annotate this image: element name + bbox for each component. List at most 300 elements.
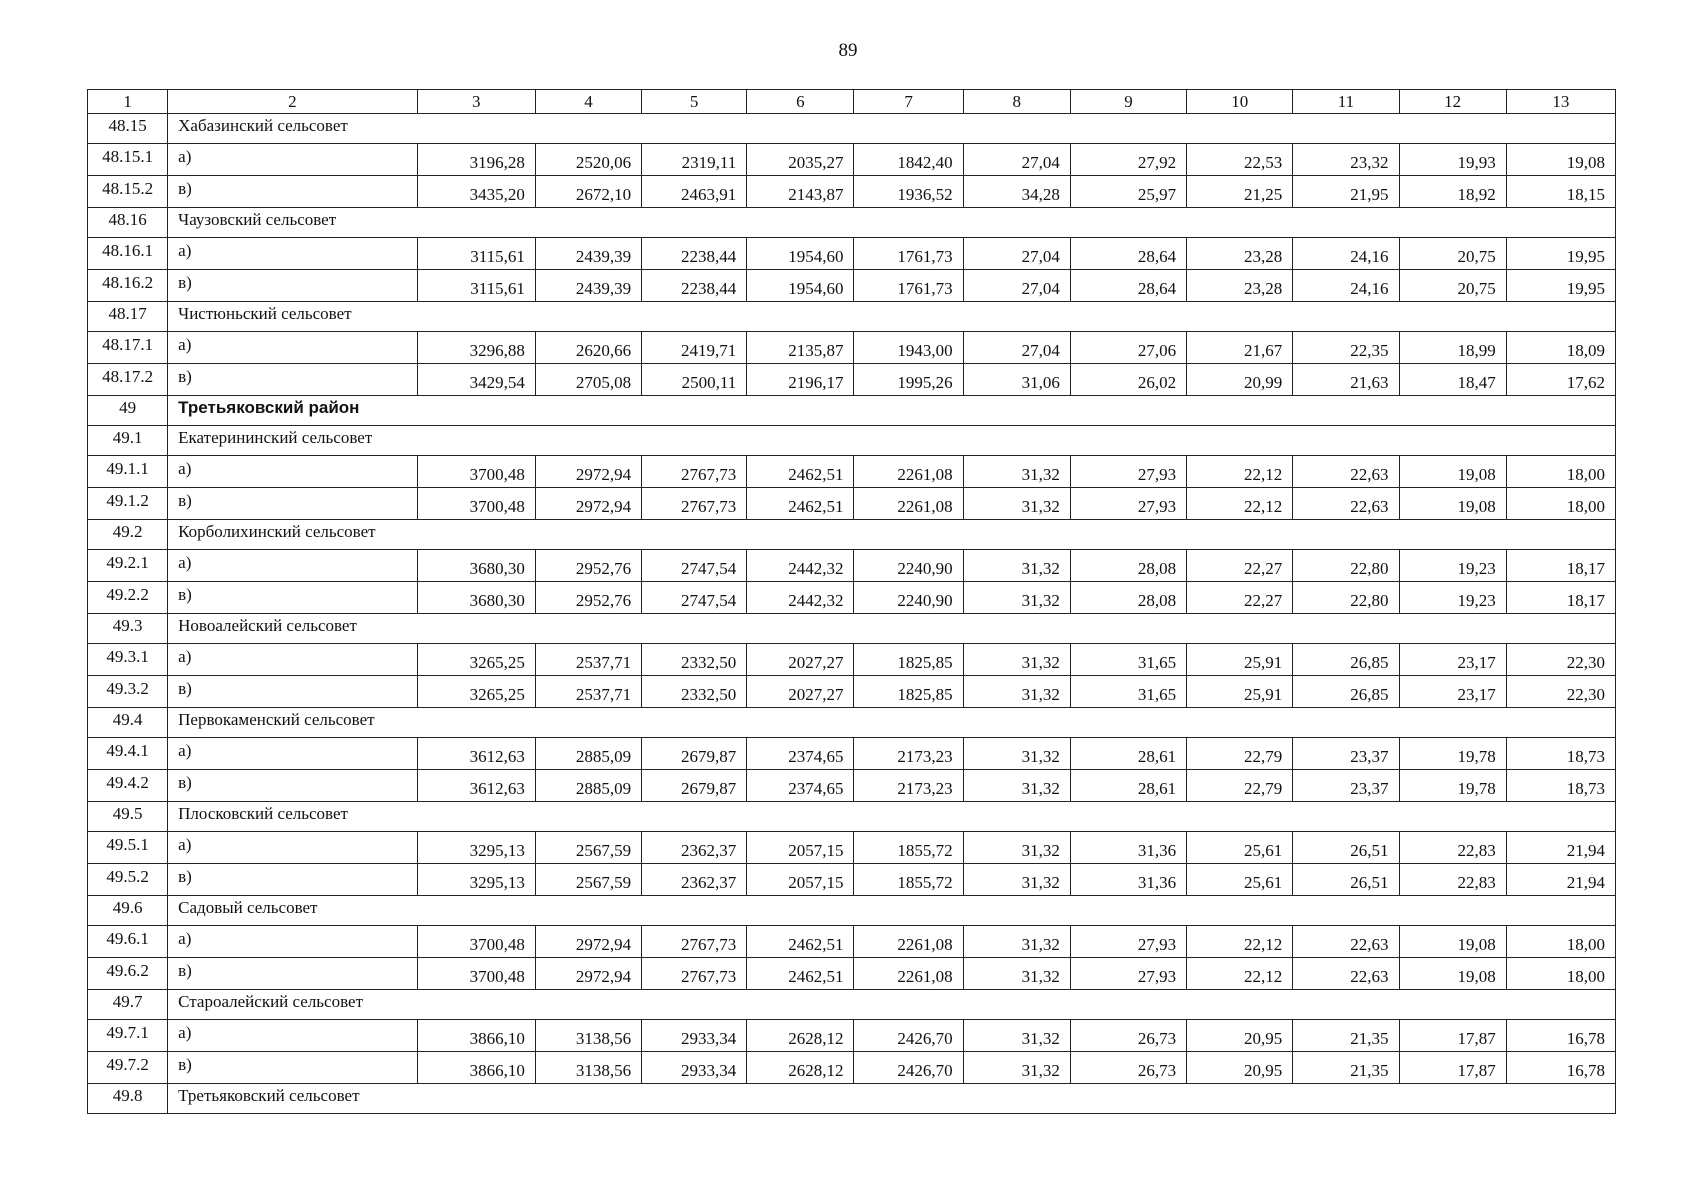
section-row xyxy=(88,114,1616,144)
settlement-name: Хабазинский сельсовет xyxy=(168,114,1616,144)
page-number: 89 xyxy=(838,40,858,61)
section-row xyxy=(88,302,1616,332)
tariff-table xyxy=(87,89,1616,1114)
value-cell: 2426,70 xyxy=(854,1052,963,1084)
value-cell: 16,78 xyxy=(1506,1020,1615,1052)
settlement-name: Чаузовский сельсовет xyxy=(168,208,1616,238)
value-cell: 27,92 xyxy=(1070,144,1186,176)
row-variant: в) xyxy=(168,958,417,990)
value-cell: 2952,76 xyxy=(535,582,641,614)
value-cell: 2238,44 xyxy=(642,238,747,270)
value-cell: 2747,54 xyxy=(642,550,747,582)
row-number: 49.6.1 xyxy=(88,926,168,958)
column-header: 1 xyxy=(88,90,168,114)
row-number: 49.2 xyxy=(88,520,168,550)
value-cell: 31,32 xyxy=(963,644,1070,676)
column-header: 5 xyxy=(642,90,747,114)
column-header: 2 xyxy=(168,90,417,114)
value-cell: 16,78 xyxy=(1506,1052,1615,1084)
table-row xyxy=(88,770,1616,802)
value-cell: 27,93 xyxy=(1070,488,1186,520)
value-cell: 3435,20 xyxy=(417,176,535,208)
value-cell: 26,51 xyxy=(1293,864,1399,896)
value-cell: 25,61 xyxy=(1187,864,1293,896)
value-cell: 2620,66 xyxy=(535,332,641,364)
value-cell: 3115,61 xyxy=(417,238,535,270)
value-cell: 27,93 xyxy=(1070,926,1186,958)
value-cell: 2679,87 xyxy=(642,770,747,802)
value-cell: 20,99 xyxy=(1187,364,1293,396)
value-cell: 18,99 xyxy=(1399,332,1506,364)
value-cell: 18,15 xyxy=(1506,176,1615,208)
value-cell: 26,73 xyxy=(1070,1052,1186,1084)
table-row xyxy=(88,144,1616,176)
value-cell: 1995,26 xyxy=(854,364,963,396)
value-cell: 1825,85 xyxy=(854,676,963,708)
row-number: 48.16.2 xyxy=(88,270,168,302)
row-variant: в) xyxy=(168,488,417,520)
value-cell: 31,32 xyxy=(963,770,1070,802)
value-cell: 27,04 xyxy=(963,270,1070,302)
value-cell: 22,12 xyxy=(1187,926,1293,958)
settlement-name: Екатерининский сельсовет xyxy=(168,426,1616,456)
value-cell: 19,93 xyxy=(1399,144,1506,176)
row-number: 48.15 xyxy=(88,114,168,144)
row-variant: а) xyxy=(168,738,417,770)
value-cell: 2767,73 xyxy=(642,456,747,488)
value-cell: 2374,65 xyxy=(747,770,854,802)
value-cell: 22,79 xyxy=(1187,770,1293,802)
table-body xyxy=(88,114,1616,1114)
table-row xyxy=(88,456,1616,488)
table-row xyxy=(88,238,1616,270)
value-cell: 22,83 xyxy=(1399,832,1506,864)
row-number: 48.17 xyxy=(88,302,168,332)
column-header: 6 xyxy=(747,90,854,114)
value-cell: 2747,54 xyxy=(642,582,747,614)
table-row xyxy=(88,582,1616,614)
value-cell: 31,32 xyxy=(963,676,1070,708)
value-cell: 20,75 xyxy=(1399,238,1506,270)
row-variant: а) xyxy=(168,456,417,488)
value-cell: 3138,56 xyxy=(535,1020,641,1052)
value-cell: 24,16 xyxy=(1293,238,1399,270)
value-cell: 1761,73 xyxy=(854,238,963,270)
value-cell: 20,95 xyxy=(1187,1020,1293,1052)
value-cell: 2705,08 xyxy=(535,364,641,396)
value-cell: 31,32 xyxy=(963,1052,1070,1084)
value-cell: 19,08 xyxy=(1399,456,1506,488)
value-cell: 2035,27 xyxy=(747,144,854,176)
row-variant: в) xyxy=(168,1052,417,1084)
value-cell: 2952,76 xyxy=(535,550,641,582)
value-cell: 34,28 xyxy=(963,176,1070,208)
row-variant: а) xyxy=(168,332,417,364)
value-cell: 21,67 xyxy=(1187,332,1293,364)
value-cell: 2628,12 xyxy=(747,1020,854,1052)
settlement-name: Садовый сельсовет xyxy=(168,896,1616,926)
value-cell: 22,80 xyxy=(1293,582,1399,614)
value-cell: 18,00 xyxy=(1506,456,1615,488)
value-cell: 27,06 xyxy=(1070,332,1186,364)
row-number: 49.5 xyxy=(88,802,168,832)
value-cell: 2767,73 xyxy=(642,488,747,520)
value-cell: 28,61 xyxy=(1070,770,1186,802)
row-variant: а) xyxy=(168,644,417,676)
value-cell: 1842,40 xyxy=(854,144,963,176)
value-cell: 19,08 xyxy=(1399,958,1506,990)
value-cell: 2419,71 xyxy=(642,332,747,364)
value-cell: 2319,11 xyxy=(642,144,747,176)
value-cell: 27,04 xyxy=(963,144,1070,176)
value-cell: 2135,87 xyxy=(747,332,854,364)
row-variant: а) xyxy=(168,1020,417,1052)
value-cell: 2679,87 xyxy=(642,738,747,770)
row-number: 49.7.2 xyxy=(88,1052,168,1084)
value-cell: 27,04 xyxy=(963,332,1070,364)
value-cell: 2442,32 xyxy=(747,550,854,582)
column-header: 12 xyxy=(1399,90,1506,114)
value-cell: 19,78 xyxy=(1399,770,1506,802)
value-cell: 2173,23 xyxy=(854,770,963,802)
value-cell: 2240,90 xyxy=(854,550,963,582)
section-row xyxy=(88,708,1616,738)
row-variant: в) xyxy=(168,770,417,802)
value-cell: 2672,10 xyxy=(535,176,641,208)
row-number: 49.2.1 xyxy=(88,550,168,582)
table-row xyxy=(88,926,1616,958)
value-cell: 21,63 xyxy=(1293,364,1399,396)
row-number: 49.1.1 xyxy=(88,456,168,488)
value-cell: 2362,37 xyxy=(642,832,747,864)
value-cell: 2462,51 xyxy=(747,488,854,520)
value-cell: 2057,15 xyxy=(747,832,854,864)
column-header: 11 xyxy=(1293,90,1399,114)
value-cell: 21,35 xyxy=(1293,1020,1399,1052)
row-variant: а) xyxy=(168,832,417,864)
row-number: 48.16 xyxy=(88,208,168,238)
value-cell: 2261,08 xyxy=(854,926,963,958)
value-cell: 26,85 xyxy=(1293,676,1399,708)
value-cell: 2439,39 xyxy=(535,238,641,270)
value-cell: 22,79 xyxy=(1187,738,1293,770)
value-cell: 19,08 xyxy=(1399,926,1506,958)
value-cell: 28,64 xyxy=(1070,238,1186,270)
section-row xyxy=(88,426,1616,456)
value-cell: 22,63 xyxy=(1293,926,1399,958)
value-cell: 18,47 xyxy=(1399,364,1506,396)
table-row xyxy=(88,332,1616,364)
value-cell: 31,32 xyxy=(963,864,1070,896)
value-cell: 2462,51 xyxy=(747,926,854,958)
value-cell: 31,32 xyxy=(963,832,1070,864)
row-number: 49.5.2 xyxy=(88,864,168,896)
value-cell: 27,93 xyxy=(1070,958,1186,990)
row-number: 49.4.1 xyxy=(88,738,168,770)
value-cell: 19,23 xyxy=(1399,550,1506,582)
value-cell: 23,28 xyxy=(1187,270,1293,302)
value-cell: 2442,32 xyxy=(747,582,854,614)
value-cell: 22,83 xyxy=(1399,864,1506,896)
value-cell: 2261,08 xyxy=(854,958,963,990)
row-number: 49.4 xyxy=(88,708,168,738)
value-cell: 17,87 xyxy=(1399,1020,1506,1052)
value-cell: 19,78 xyxy=(1399,738,1506,770)
value-cell: 22,53 xyxy=(1187,144,1293,176)
value-cell: 2972,94 xyxy=(535,926,641,958)
row-variant: а) xyxy=(168,238,417,270)
value-cell: 2238,44 xyxy=(642,270,747,302)
value-cell: 18,92 xyxy=(1399,176,1506,208)
value-cell: 2972,94 xyxy=(535,456,641,488)
value-cell: 21,95 xyxy=(1293,176,1399,208)
value-cell: 2261,08 xyxy=(854,456,963,488)
value-cell: 22,27 xyxy=(1187,582,1293,614)
value-cell: 22,27 xyxy=(1187,550,1293,582)
value-cell: 23,17 xyxy=(1399,676,1506,708)
section-row xyxy=(88,896,1616,926)
value-cell: 2500,11 xyxy=(642,364,747,396)
value-cell: 18,17 xyxy=(1506,550,1615,582)
value-cell: 2462,51 xyxy=(747,958,854,990)
value-cell: 18,73 xyxy=(1506,738,1615,770)
value-cell: 2143,87 xyxy=(747,176,854,208)
value-cell: 22,12 xyxy=(1187,456,1293,488)
value-cell: 21,94 xyxy=(1506,864,1615,896)
value-cell: 18,00 xyxy=(1506,958,1615,990)
row-variant: в) xyxy=(168,676,417,708)
value-cell: 3115,61 xyxy=(417,270,535,302)
value-cell: 2537,71 xyxy=(535,676,641,708)
value-cell: 22,63 xyxy=(1293,456,1399,488)
column-header: 7 xyxy=(854,90,963,114)
value-cell: 1855,72 xyxy=(854,832,963,864)
value-cell: 31,32 xyxy=(963,1020,1070,1052)
settlement-name: Плосковский сельсовет xyxy=(168,802,1616,832)
value-cell: 3700,48 xyxy=(417,926,535,958)
row-number: 49.3 xyxy=(88,614,168,644)
value-cell: 26,85 xyxy=(1293,644,1399,676)
district-row xyxy=(88,396,1616,426)
settlement-name: Староалейский сельсовет xyxy=(168,990,1616,1020)
value-cell: 31,06 xyxy=(963,364,1070,396)
table-row xyxy=(88,958,1616,990)
row-variant: а) xyxy=(168,550,417,582)
value-cell: 3429,54 xyxy=(417,364,535,396)
table-row xyxy=(88,364,1616,396)
value-cell: 2567,59 xyxy=(535,864,641,896)
value-cell: 18,17 xyxy=(1506,582,1615,614)
row-number: 49.3.1 xyxy=(88,644,168,676)
section-row xyxy=(88,520,1616,550)
column-header: 3 xyxy=(417,90,535,114)
settlement-name: Новоалейский сельсовет xyxy=(168,614,1616,644)
value-cell: 2972,94 xyxy=(535,488,641,520)
table-row xyxy=(88,550,1616,582)
value-cell: 2767,73 xyxy=(642,958,747,990)
row-number: 49.2.2 xyxy=(88,582,168,614)
value-cell: 19,08 xyxy=(1506,144,1615,176)
column-header: 9 xyxy=(1070,90,1186,114)
value-cell: 2057,15 xyxy=(747,864,854,896)
value-cell: 21,25 xyxy=(1187,176,1293,208)
table-row xyxy=(88,832,1616,864)
value-cell: 22,63 xyxy=(1293,488,1399,520)
row-number: 48.17.1 xyxy=(88,332,168,364)
value-cell: 22,30 xyxy=(1506,676,1615,708)
value-cell: 1761,73 xyxy=(854,270,963,302)
value-cell: 22,35 xyxy=(1293,332,1399,364)
value-cell: 3295,13 xyxy=(417,864,535,896)
value-cell: 2972,94 xyxy=(535,958,641,990)
value-cell: 2196,17 xyxy=(747,364,854,396)
value-cell: 3680,30 xyxy=(417,582,535,614)
row-number: 49.7 xyxy=(88,990,168,1020)
table-row xyxy=(88,488,1616,520)
table-row xyxy=(88,644,1616,676)
settlement-name: Первокаменский сельсовет xyxy=(168,708,1616,738)
value-cell: 31,36 xyxy=(1070,864,1186,896)
value-cell: 2885,09 xyxy=(535,738,641,770)
row-number: 49.4.2 xyxy=(88,770,168,802)
section-row xyxy=(88,990,1616,1020)
value-cell: 2261,08 xyxy=(854,488,963,520)
value-cell: 3265,25 xyxy=(417,644,535,676)
value-cell: 2462,51 xyxy=(747,456,854,488)
value-cell: 2426,70 xyxy=(854,1020,963,1052)
value-cell: 3612,63 xyxy=(417,738,535,770)
value-cell: 3612,63 xyxy=(417,770,535,802)
table-row xyxy=(88,176,1616,208)
value-cell: 3700,48 xyxy=(417,456,535,488)
value-cell: 18,00 xyxy=(1506,488,1615,520)
settlement-name: Третьяковский сельсовет xyxy=(168,1084,1616,1114)
value-cell: 26,73 xyxy=(1070,1020,1186,1052)
value-cell: 23,32 xyxy=(1293,144,1399,176)
value-cell: 19,95 xyxy=(1506,270,1615,302)
value-cell: 23,28 xyxy=(1187,238,1293,270)
value-cell: 21,94 xyxy=(1506,832,1615,864)
row-number: 49 xyxy=(88,396,168,426)
value-cell: 22,80 xyxy=(1293,550,1399,582)
row-number: 48.15.1 xyxy=(88,144,168,176)
value-cell: 25,91 xyxy=(1187,644,1293,676)
value-cell: 2332,50 xyxy=(642,676,747,708)
value-cell: 1936,52 xyxy=(854,176,963,208)
column-header: 10 xyxy=(1187,90,1293,114)
column-header: 8 xyxy=(963,90,1070,114)
value-cell: 2885,09 xyxy=(535,770,641,802)
row-number: 48.16.1 xyxy=(88,238,168,270)
value-cell: 19,08 xyxy=(1399,488,1506,520)
value-cell: 3680,30 xyxy=(417,550,535,582)
row-variant: в) xyxy=(168,270,417,302)
value-cell: 2439,39 xyxy=(535,270,641,302)
value-cell: 2463,91 xyxy=(642,176,747,208)
value-cell: 2374,65 xyxy=(747,738,854,770)
row-variant: в) xyxy=(168,864,417,896)
table-row xyxy=(88,676,1616,708)
row-number: 49.6 xyxy=(88,896,168,926)
value-cell: 1825,85 xyxy=(854,644,963,676)
value-cell: 2520,06 xyxy=(535,144,641,176)
value-cell: 19,95 xyxy=(1506,238,1615,270)
value-cell: 2027,27 xyxy=(747,644,854,676)
value-cell: 2933,34 xyxy=(642,1020,747,1052)
column-header: 13 xyxy=(1506,90,1615,114)
value-cell: 31,32 xyxy=(963,926,1070,958)
value-cell: 28,61 xyxy=(1070,738,1186,770)
value-cell: 27,04 xyxy=(963,238,1070,270)
table-row xyxy=(88,270,1616,302)
value-cell: 22,30 xyxy=(1506,644,1615,676)
value-cell: 20,75 xyxy=(1399,270,1506,302)
value-cell: 2332,50 xyxy=(642,644,747,676)
value-cell: 3866,10 xyxy=(417,1052,535,1084)
value-cell: 18,09 xyxy=(1506,332,1615,364)
value-cell: 26,02 xyxy=(1070,364,1186,396)
row-number: 49.1 xyxy=(88,426,168,456)
settlement-name: Корболихинский сельсовет xyxy=(168,520,1616,550)
value-cell: 20,95 xyxy=(1187,1052,1293,1084)
value-cell: 1954,60 xyxy=(747,270,854,302)
value-cell: 21,35 xyxy=(1293,1052,1399,1084)
value-cell: 2767,73 xyxy=(642,926,747,958)
value-cell: 3700,48 xyxy=(417,958,535,990)
value-cell: 23,37 xyxy=(1293,770,1399,802)
value-cell: 27,93 xyxy=(1070,456,1186,488)
value-cell: 2173,23 xyxy=(854,738,963,770)
value-cell: 3296,88 xyxy=(417,332,535,364)
district-name: Третьяковский район xyxy=(168,396,1616,426)
value-cell: 28,08 xyxy=(1070,582,1186,614)
row-variant: а) xyxy=(168,144,417,176)
row-number: 49.7.1 xyxy=(88,1020,168,1052)
value-cell: 22,12 xyxy=(1187,958,1293,990)
value-cell: 2628,12 xyxy=(747,1052,854,1084)
settlement-name: Чистюньский сельсовет xyxy=(168,302,1616,332)
section-row xyxy=(88,802,1616,832)
value-cell: 3265,25 xyxy=(417,676,535,708)
value-cell: 17,87 xyxy=(1399,1052,1506,1084)
value-cell: 24,16 xyxy=(1293,270,1399,302)
value-cell: 3295,13 xyxy=(417,832,535,864)
value-cell: 28,08 xyxy=(1070,550,1186,582)
value-cell: 17,62 xyxy=(1506,364,1615,396)
value-cell: 31,32 xyxy=(963,738,1070,770)
value-cell: 31,65 xyxy=(1070,644,1186,676)
value-cell: 18,73 xyxy=(1506,770,1615,802)
row-number: 49.3.2 xyxy=(88,676,168,708)
value-cell: 2537,71 xyxy=(535,644,641,676)
value-cell: 1855,72 xyxy=(854,864,963,896)
row-variant: а) xyxy=(168,926,417,958)
value-cell: 28,64 xyxy=(1070,270,1186,302)
table-row xyxy=(88,1020,1616,1052)
value-cell: 19,23 xyxy=(1399,582,1506,614)
table-row xyxy=(88,864,1616,896)
value-cell: 1954,60 xyxy=(747,238,854,270)
value-cell: 3138,56 xyxy=(535,1052,641,1084)
value-cell: 3196,28 xyxy=(417,144,535,176)
row-number: 49.1.2 xyxy=(88,488,168,520)
value-cell: 31,36 xyxy=(1070,832,1186,864)
value-cell: 3700,48 xyxy=(417,488,535,520)
column-header: 4 xyxy=(535,90,641,114)
value-cell: 2933,34 xyxy=(642,1052,747,1084)
section-row xyxy=(88,614,1616,644)
column-number-header-row xyxy=(88,90,1616,114)
